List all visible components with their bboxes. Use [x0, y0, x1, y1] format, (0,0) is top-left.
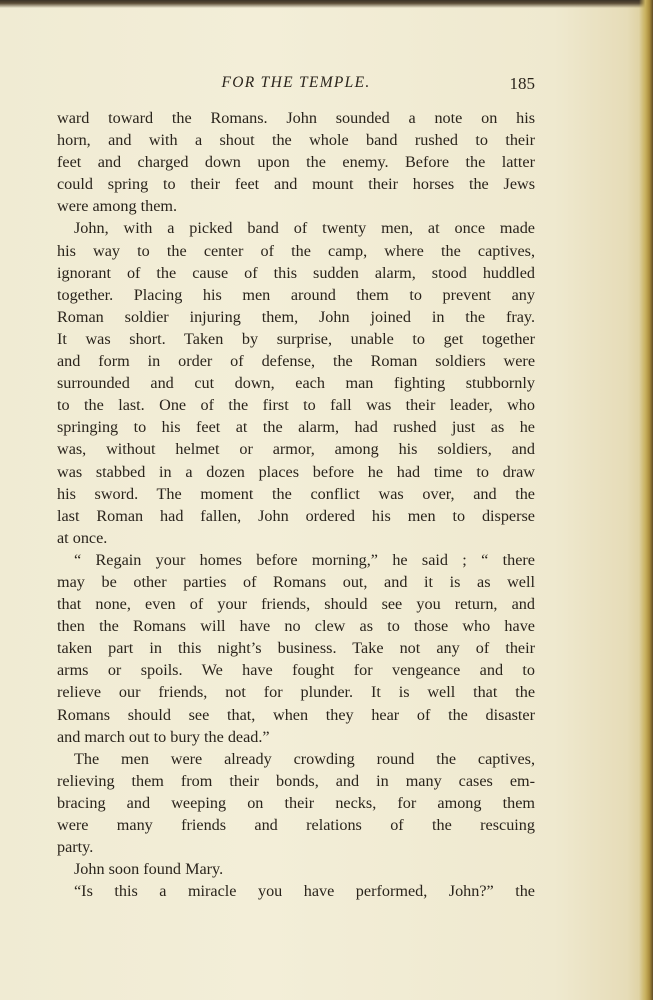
- text-line: were many friends and relations of the rescuing: [57, 816, 535, 834]
- page-top-edge-shadow: [0, 0, 653, 8]
- text-line: and form in order of defense, the Roman soldiers were: [57, 352, 535, 371]
- text-line: Romans should see that, when they hear of the disaster: [57, 705, 535, 724]
- page-number: 185: [509, 74, 535, 93]
- text-line: springing to his feet at the alarm, had rushed just as he: [57, 418, 535, 437]
- text-line: at once.: [57, 528, 108, 547]
- text-line: John, with a picked band of twenty men, at once made: [74, 219, 535, 238]
- page-gilt-edge: [639, 0, 653, 1000]
- text-line: was, without helmet or armor, among his soldiers, and: [57, 440, 535, 459]
- text-line: bracing and weeping on their necks, for among them: [57, 793, 535, 812]
- text-line: relieve our friends, not for plunder. It is well that the: [57, 683, 535, 702]
- text-line: surrounded and cut down, each man fighting stubbornly: [57, 374, 535, 393]
- text-line: arms or spoils. We have fought for vengeance and to: [57, 661, 535, 680]
- text-line: It was short. Taken by surprise, unable to get together: [57, 329, 535, 348]
- text-line: to the last. One of the first to fall was their leader, who: [57, 396, 535, 415]
- text-line: ward toward the Romans. John sounded a note on his: [57, 109, 535, 127]
- text-line: may be other parties of Romans out, and it is as well: [57, 572, 535, 591]
- text-line: ignorant of the cause of this sudden alarm, stood huddled: [57, 263, 535, 282]
- running-title: FOR THE TEMPLE.: [221, 74, 371, 91]
- text-line: his sword. The moment the conflict was over, and the: [57, 484, 535, 503]
- text-line: “Is this a miracle you have performed, John?” the: [74, 882, 535, 901]
- text-line: together. Placing his men around them to prevent any: [57, 285, 535, 304]
- text-line: then the Romans will have no clew as to those who have: [57, 617, 535, 636]
- text-line: last Roman had fallen, John ordered his men to disperse: [57, 506, 535, 525]
- text-line: could spring to their feet and mount their horses the Jews: [57, 175, 535, 194]
- text-line: “ Regain your homes before morning,” he said ; “ there: [74, 550, 535, 569]
- text-line: Roman soldier injuring them, John joined in the fray.: [57, 307, 535, 326]
- text-line: his way to the center of the camp, where the captives,: [57, 241, 535, 260]
- text-line: were among them.: [57, 197, 178, 216]
- text-line: horn, and with a shout the whole band rushed to their: [57, 131, 535, 150]
- page-header: [57, 74, 535, 96]
- text-line: was stabbed in a dozen places before he had time to draw: [57, 462, 535, 481]
- text-line: John soon found Mary.: [74, 860, 224, 879]
- text-line: taken part in this night’s business. Take not any of their: [57, 639, 535, 658]
- text-line: and march out to bury the dead.”: [57, 727, 270, 746]
- body-text: [57, 107, 535, 902]
- text-line: relieving them from their bonds, and in many cases em-: [57, 771, 535, 790]
- text-line: feet and charged down upon the enemy. Before the latter: [57, 153, 535, 172]
- text-line: party.: [57, 838, 94, 857]
- text-line: that none, even of your friends, should see you return, and: [57, 595, 535, 614]
- text-line: The men were already crowding round the captives,: [74, 749, 535, 768]
